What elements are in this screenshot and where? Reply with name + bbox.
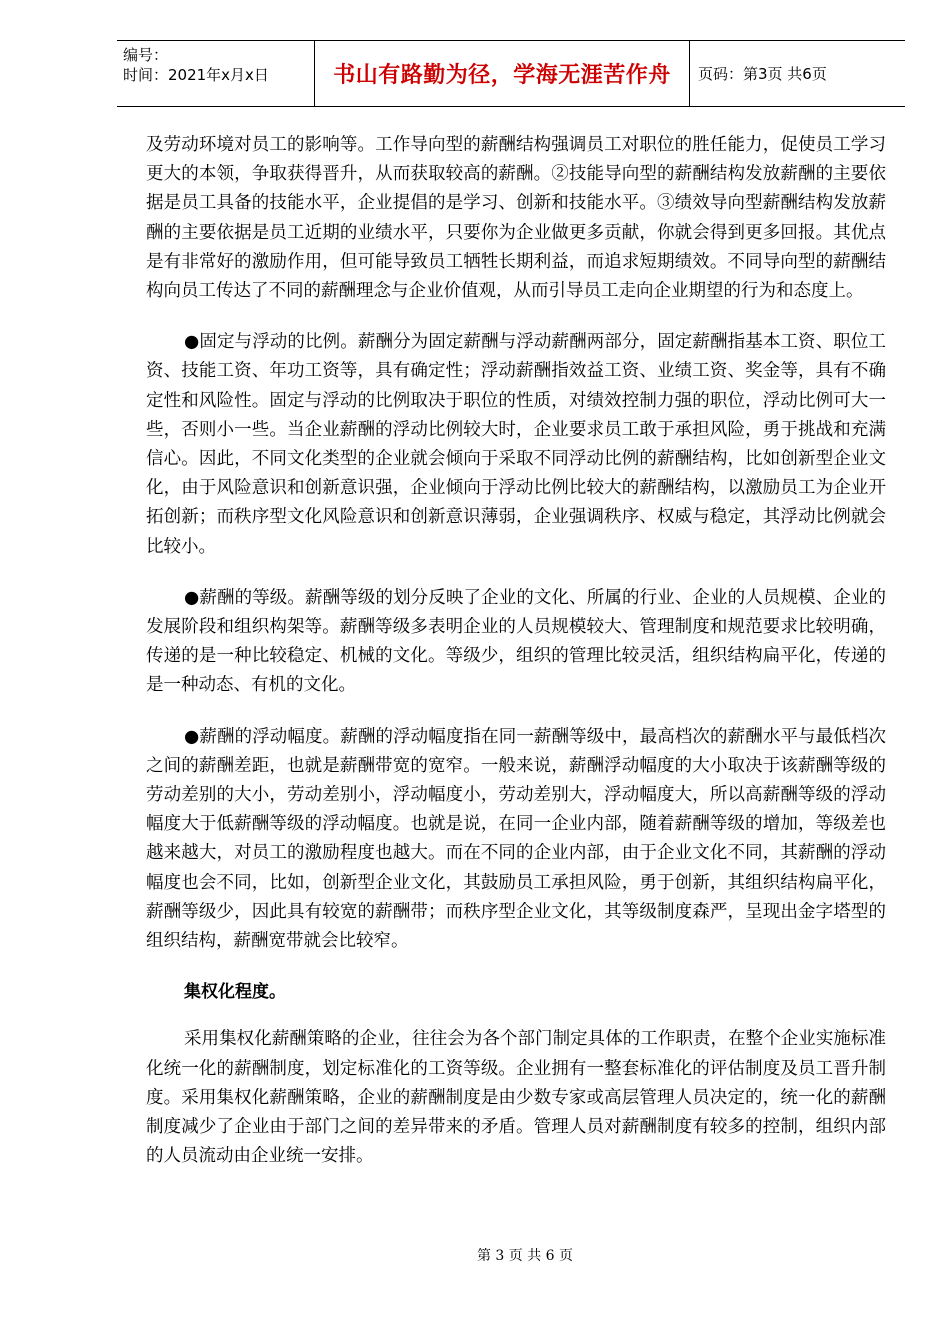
header-page-info: 页码：第3页 共6页 bbox=[698, 65, 827, 83]
paragraph-fixed-floating-ratio: ●固定与浮动的比例。薪酬分为固定薪酬与浮动薪酬两部分，固定薪酬指基本工资、职位工资、技能工资、年功工资等，具有确定性；浮动薪酬指效益工资、业绩工资、奖金等，具有不确定性和风险性。固定与浮动的比例取决于职位的性质，对绩效控制力强的职位，浮动比例可大一些，否则小一些。当企业薪酬的浮动比例较大时，企业要求员工敢于承担风险，勇于挑战和充满信心。因此，不同文化类型的企业就会倾向于采取不同浮动比例的薪酬结构，比如创新型企业文化，由于风险意识和创新意识强，企业倾向于浮动比例比较大的薪酬结构，以激励员工为企业开拓创新；而秩序型文化风险意识和创新意识薄弱，企业强调秩序、权威与稳定，其浮动比例就会比较小。 bbox=[146, 332, 886, 557]
section-heading: 集权化程度。 bbox=[184, 982, 286, 1003]
serial-number-label: 编号： bbox=[123, 46, 169, 64]
paragraph-continuation: 及劳动环境对员工的影响等。工作导向型的薪酬结构强调员工对职位的胜任能力，促使员工学习更大的本领，争取获得晋升，从而获取较高的薪酬。②技能导向型的薪酬结构发放薪酬的主要依据是员工具备的技能水平，企业提倡的是学习、创新和技能水平。③绩效导向型薪酬结构发放薪酬的主要依据是员工近期的业绩水平，只要你为企业做更多贡献，你就会得到更多回报。其优点是有非常好的激励作用，但可能导致员工牺牲长期利益，而追求短期绩效。不同导向型的薪酬结构向员工传达了不同的薪酬理念与企业价值观，从而引导员工走向企业期望的行为和态度上。 bbox=[146, 135, 886, 302]
document-body bbox=[146, 131, 886, 1194]
header-meta-cell bbox=[117, 41, 315, 106]
page-header bbox=[117, 40, 905, 107]
header-motto: 书山有路勤为径，学海无涯苦作舟 bbox=[315, 41, 690, 106]
paragraph-salary-range: ●薪酬的浮动幅度。薪酬的浮动幅度指在同一薪酬等级中，最高档次的薪酬水平与最低档次之间的薪酬差距，也就是薪酬带宽的宽窄。一般来说，薪酬浮动幅度的大小取决于该薪酬等级的劳动差别的大小，劳动差别小，浮动幅度小，劳动差别大，浮动幅度大，所以高薪酬等级的浮动幅度大于低薪酬等级的浮动幅度。也就是说，在同一企业内部，随着薪酬等级的增加，等级差也越来越大，对员工的激励程度也越大。而在不同的企业内部，由于企业文化不同，其薪酬的浮动幅度也会不同，比如，创新型企业文化，其鼓励员工承担风险，勇于创新，其组织结构扁平化，薪酬等级少，因此具有较宽的薪酬带；而秩序型企业文化，其等级制度森严，呈现出金字塔型的组织结构，薪酬宽带就会比较窄。 bbox=[146, 726, 886, 952]
page-footer: 第 3 页 共 6 页 bbox=[476, 1248, 574, 1264]
time-label: 时间：2021年x月x日 bbox=[123, 66, 269, 84]
paragraph-salary-grades: ●薪酬的等级。薪酬等级的划分反映了企业的文化、所属的行业、企业的人员规模、企业的发展阶段和组织构架等。薪酬等级多表明企业的人员规模较大、管理制度和规范要求比较明确，传递的是一种比较稳定、机械的文化。等级少，组织的管理比较灵活，组织结构扁平化，传递的是一种动态、有机的文化。 bbox=[146, 587, 886, 696]
paragraph-centralization: 采用集权化薪酬策略的企业，往往会为各个部门制定具体的工作职责，在整个企业实施标准化统一化的薪酬制度，划定标准化的工资等级。企业拥有一整套标准化的评估制度及员工晋升制度。采用集权化薪酬策略，企业的薪酬制度是由少数专家或高层管理人员决定的，统一化的薪酬制度减少了企业由于部门之间的差异带来的矛盾。管理人员对薪酬制度有较多的控制，组织内部的人员流动由企业统一安排。 bbox=[146, 1029, 886, 1167]
